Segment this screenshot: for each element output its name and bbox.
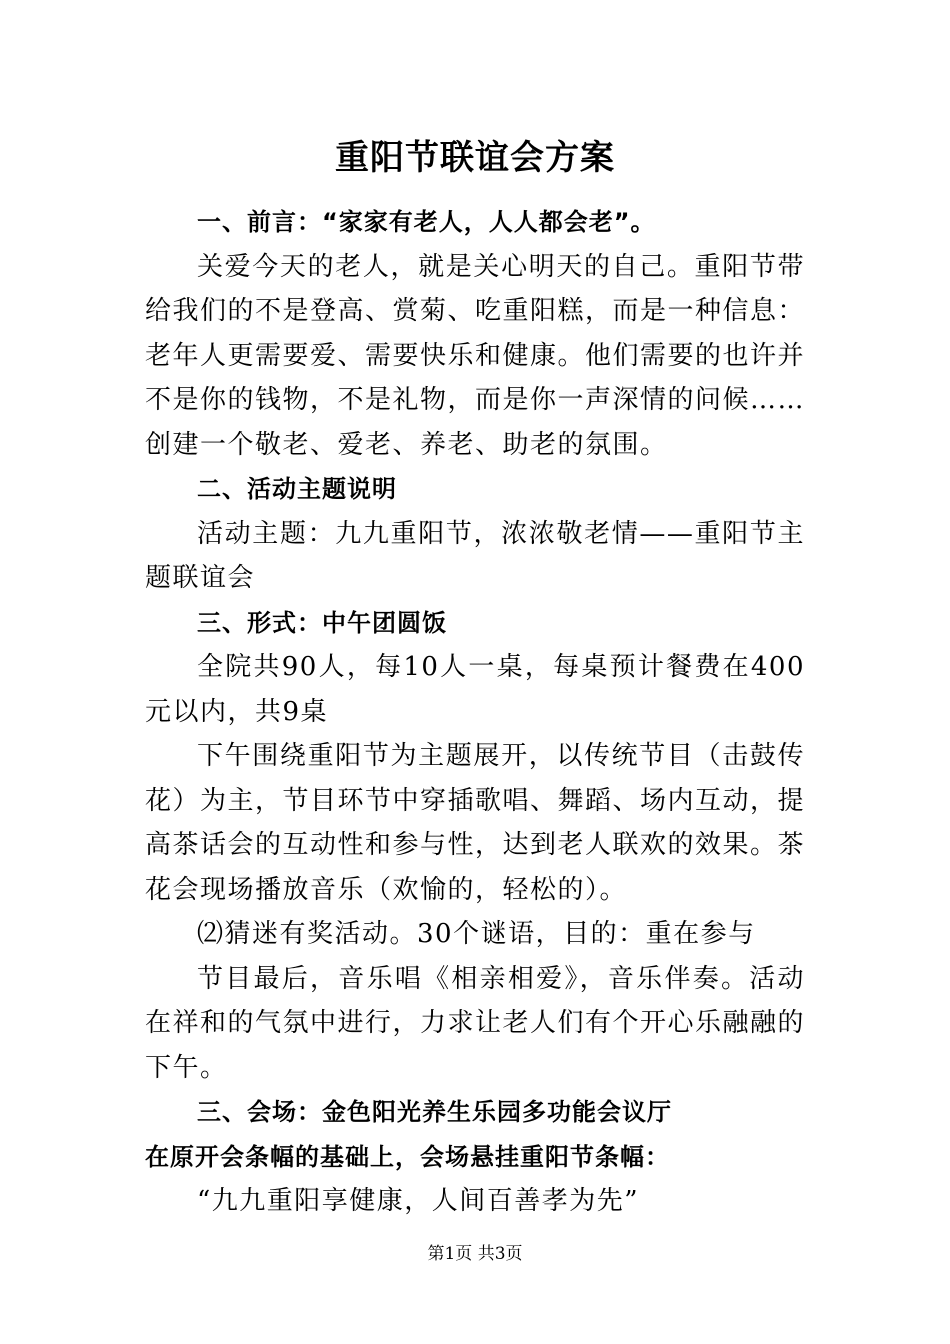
section-heading-format: 三、形式：中午团圆饭: [197, 608, 447, 637]
paragraph-preface-body: 关爱今天的老人，就是关心明天的自己。重阳节带给我们的不是登高、赏菊、吃重阳糕，而是一种信息：老年人更需要爱、需要快乐和健康。他们需要的也许并不是你的钱物，不是礼物，而是你一声深情的问候……创建一个敬老、爱老、养老、助老的氛围。: [145, 251, 806, 460]
section-heading-preface: 一、前言：“家家有老人，人人都会老”。: [197, 208, 656, 236]
paragraph-riddles: ⑵猜迷有奖活动。30个谜语，目的：重在参与: [197, 919, 756, 949]
paragraph-afternoon: 下午围绕重阳节为主题展开，以传统节目（击鼓传花）为主，节目环节中穿插歌唱、舞蹈、场内互动，提高茶话会的互动性和参与性，达到老人联欢的效果。茶花会现场播放音乐（欢愉的，轻松的）。: [145, 741, 806, 905]
document-body: [145, 200, 805, 1224]
section-heading-theme: 二、活动主题说明: [197, 475, 397, 503]
document-title: 重阳节联谊会方案: [335, 138, 615, 178]
paragraph-lunch: 全院共90人，每10人一桌，每桌预计餐费在400元以内，共9桌: [145, 652, 805, 727]
page-footer: 第1页 共3页: [427, 1244, 523, 1264]
paragraph-finale: 节目最后，音乐唱《相亲相爱》，音乐伴奏。活动在祥和的气氛中进行，力求让老人们有个开心乐融融的下午。: [145, 963, 806, 1083]
paragraph-banner-slogan: “九九重阳享健康，人间百善孝为先”: [197, 1186, 640, 1216]
paragraph-banner-intro: 在原开会条幅的基础上，会场悬挂重阳节条幅：: [145, 1142, 670, 1171]
paragraph-theme-body: 活动主题：九九重阳节，浓浓敬老情——重阳节主题联谊会: [145, 518, 805, 593]
section-heading-venue: 三、会场：金色阳光养生乐园多功能会议厅: [197, 1098, 672, 1126]
